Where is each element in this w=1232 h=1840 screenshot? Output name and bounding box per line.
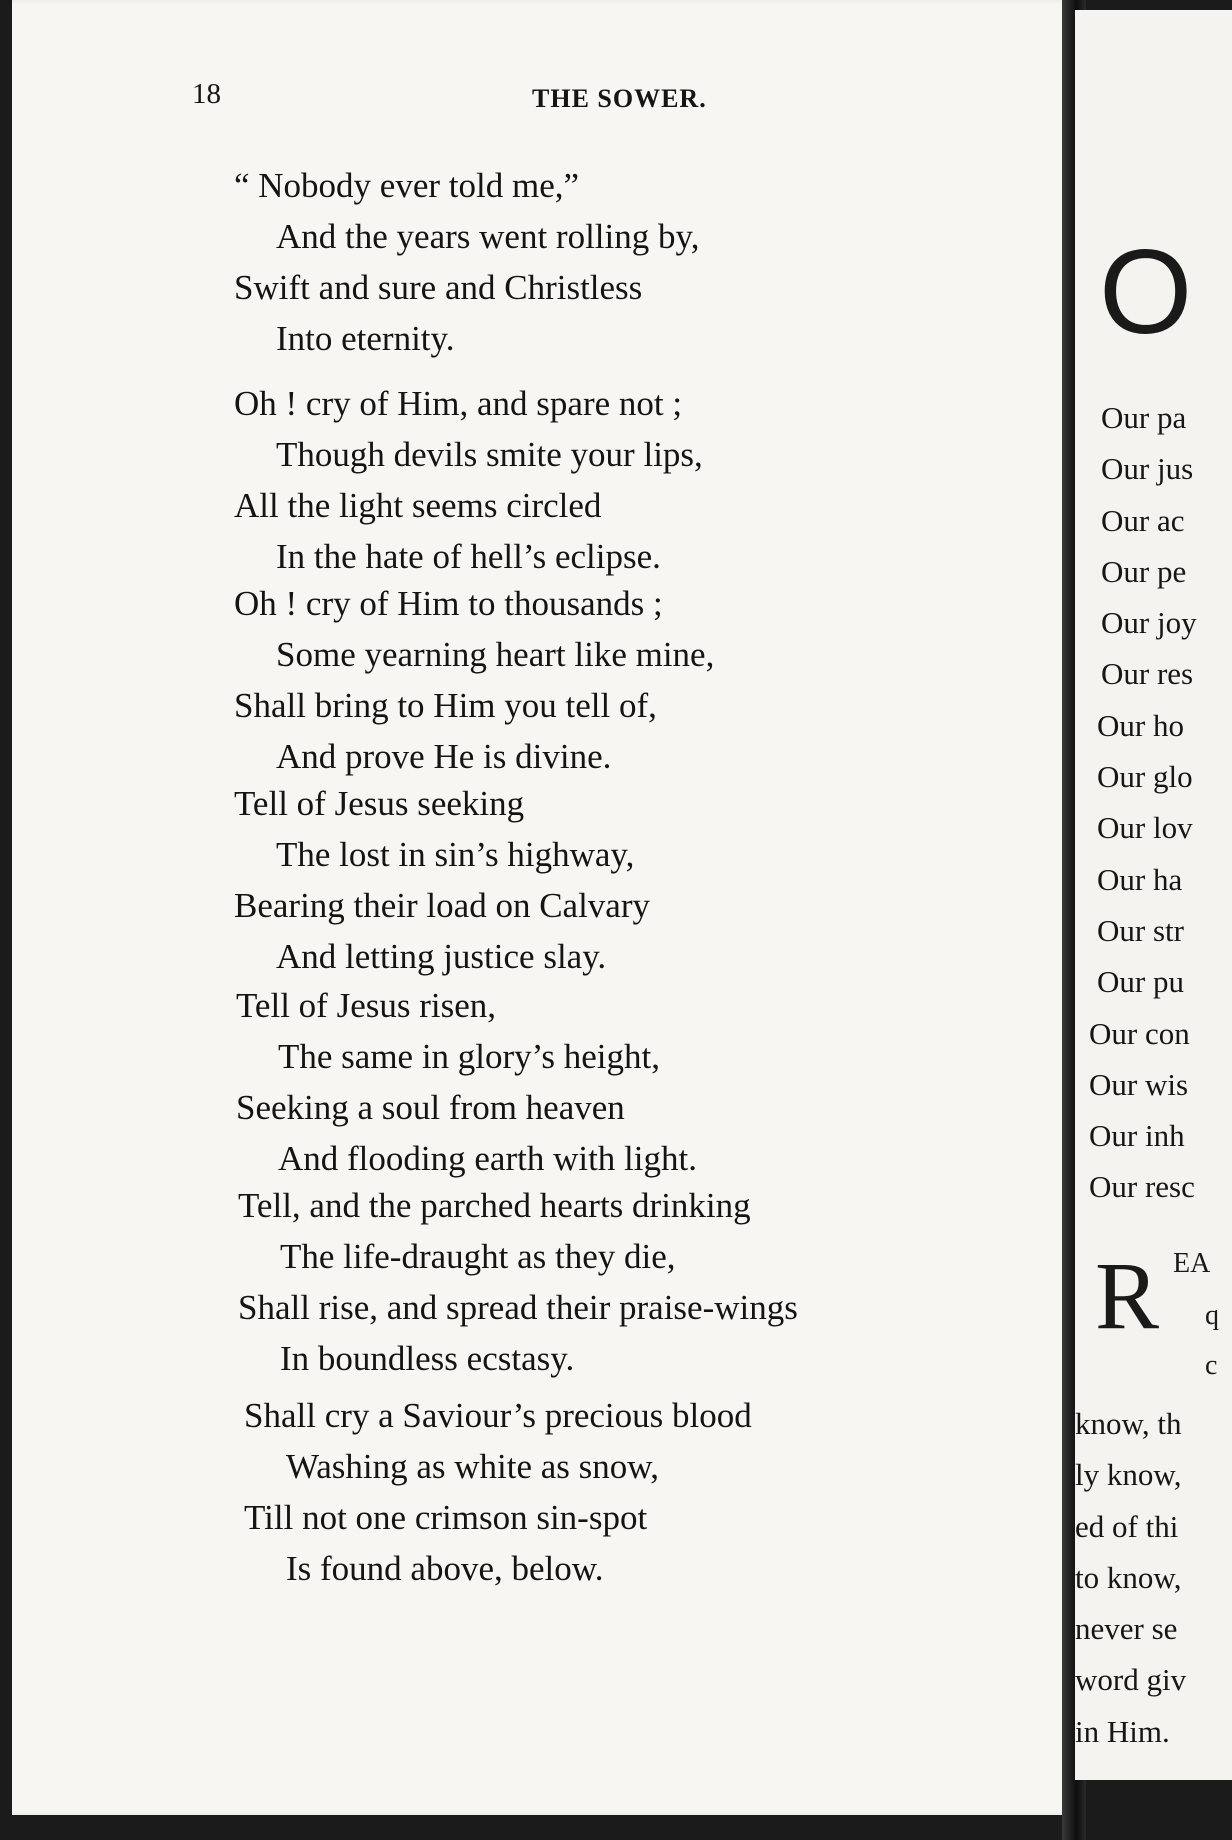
- stanza: [244, 1390, 1024, 1594]
- page-number: 18: [192, 78, 221, 110]
- facing-list-line: Our joy: [1101, 605, 1197, 641]
- poem-line: Oh ! cry of Him to thousands ;: [234, 584, 663, 623]
- poem-line: Is found above, below.: [286, 1549, 604, 1588]
- poem-line: Till not one crimson sin-spot: [244, 1498, 648, 1537]
- facing-list-line: Our ha: [1097, 861, 1183, 897]
- stanza: [234, 578, 1014, 782]
- facing-paragraph-line: to know,: [1075, 1559, 1182, 1595]
- facing-paragraph: [1075, 1398, 1186, 1757]
- stanza: [234, 778, 1014, 982]
- poem-line: Swift and sure and Christless: [234, 268, 643, 307]
- poem-line: Shall bring to Him you tell of,: [234, 686, 657, 725]
- facing-list-line: Our res: [1101, 656, 1194, 692]
- poem-line: The same in glory’s height,: [278, 1037, 661, 1076]
- facing-drop-cap-r: R: [1095, 1242, 1160, 1349]
- poem-line: The lost in sin’s highway,: [276, 835, 635, 874]
- left-page: [12, 0, 1072, 1815]
- poem-line: In boundless ecstasy.: [280, 1339, 575, 1378]
- poem-line: Tell, and the parched hearts drinking: [238, 1186, 751, 1225]
- facing-list-line: Our glo: [1097, 759, 1193, 795]
- facing-paragraph-line: ed of thi: [1075, 1508, 1179, 1544]
- poem-line: Tell of Jesus risen,: [236, 986, 497, 1025]
- poem-line: And prove He is divine.: [276, 737, 612, 776]
- poem-line: Though devils smite your lips,: [276, 435, 703, 474]
- poem-line: And the years went rolling by,: [276, 217, 700, 256]
- facing-list-line: Our lov: [1097, 810, 1193, 846]
- facing-drop-cap-o: O: [1099, 225, 1193, 359]
- poem-line: In the hate of hell’s eclipse.: [276, 537, 661, 576]
- facing-list-line: Our inh: [1089, 1118, 1185, 1154]
- poem-line: “ Nobody ever told me,”: [234, 166, 580, 205]
- facing-paragraph-line: word giv: [1075, 1662, 1187, 1698]
- facing-list-line: Our resc: [1089, 1169, 1195, 1205]
- facing-list-line: Our wis: [1089, 1066, 1189, 1102]
- poem-line: Oh ! cry of Him, and spare not ;: [234, 384, 683, 423]
- facing-fragment-q: q: [1205, 1300, 1219, 1331]
- facing-fragment-c: c: [1205, 1350, 1218, 1381]
- facing-paragraph-line: never se: [1075, 1611, 1178, 1647]
- poem-line: Shall cry a Saviour’s precious blood: [244, 1396, 752, 1435]
- poem-line: Bearing their load on Calvary: [234, 886, 650, 925]
- poem-line: All the light seems circled: [234, 486, 602, 525]
- facing-list-line: Our pe: [1101, 553, 1187, 589]
- facing-list-line: Our str: [1097, 912, 1184, 948]
- poem-line: And flooding earth with light.: [278, 1139, 697, 1178]
- facing-paragraph-line: in Him.: [1075, 1713, 1170, 1749]
- facing-list-line: Our ac: [1101, 502, 1185, 538]
- facing-paragraph-line: know, th: [1075, 1406, 1182, 1441]
- poem-line: The life-draught as they die,: [280, 1237, 676, 1276]
- facing-list-line: Our ho: [1097, 707, 1184, 743]
- facing-list-line: Our pu: [1097, 964, 1184, 1000]
- facing-list-line: Our pa: [1101, 400, 1187, 435]
- poem-line: Washing as white as snow,: [286, 1447, 660, 1486]
- stanza: [234, 160, 1014, 364]
- poem-line: And letting justice slay.: [276, 937, 607, 976]
- poem-line: Seeking a soul from heaven: [236, 1088, 625, 1127]
- poem-line: Tell of Jesus seeking: [234, 784, 525, 823]
- facing-list-line: Our con: [1089, 1015, 1190, 1051]
- running-head: THE SOWER.: [532, 84, 707, 113]
- facing-paragraph-line: ly know,: [1075, 1457, 1182, 1493]
- poem-line: Into eternity.: [276, 319, 455, 358]
- stanza: [238, 1180, 1018, 1384]
- poem-line: Some yearning heart like mine,: [276, 635, 715, 674]
- facing-list-line: Our jus: [1101, 451, 1194, 487]
- stanza: [236, 980, 1016, 1184]
- stanza: [234, 378, 1014, 582]
- facing-drop-cap-tail: EA: [1173, 1248, 1211, 1279]
- poem-line: Shall rise, and spread their praise-wings: [238, 1288, 798, 1327]
- facing-list: [1089, 392, 1197, 1213]
- facing-page: [1075, 10, 1232, 1780]
